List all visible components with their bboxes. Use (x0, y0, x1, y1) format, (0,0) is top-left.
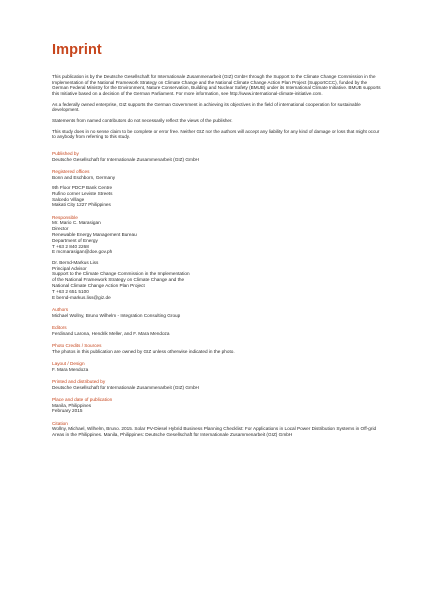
photo-credits-line: The photos in this publication are owned by GIZ unless otherwise indicated in the photo. (52, 348, 235, 354)
contact-email: E bernd-markus.liss@giz.de (52, 294, 111, 300)
photo-credits-section (52, 343, 382, 354)
citation-section (52, 421, 382, 438)
contact-phone: T +63 2 651 5100 (52, 288, 89, 294)
contact-line: National Climate Change Action Plan Project (52, 283, 145, 288)
page-title: Imprint (52, 42, 102, 58)
contact-phone: T +63 2 840 2268 (52, 243, 89, 249)
responsible-contact-doe (52, 220, 382, 255)
contact-line: Renewable Energy Management Bureau (52, 232, 137, 238)
contact-email: E mcmarasigan@doe.gov.ph (52, 249, 113, 255)
responsible-contact-giz (52, 260, 382, 301)
contact-line: Support to the Climate Change Commission in the Implementation (52, 271, 190, 277)
published-by-line: Deutsche Gesellschaft für Internationale Zusammenarbeit (GIZ) GmbH (52, 156, 199, 162)
date-line: February 2015 (52, 408, 83, 414)
contact-name: Mr. Mario C. Marasigan (52, 220, 101, 226)
responsible-section (52, 215, 382, 301)
office-line: Salcedo Village (52, 196, 85, 202)
citation-text: Wollny, Michael, Wilhelm, Bruno. 2015. Solar PV-Diesel Hybrid Business Planning Checklist: For Applications in Local Power Distribution Systems in Off-grid Areas in the Philippines. Manila, Philippines: Deutsche Gesellschaft für Internationale Zusammenarbeit (GIZ) GmbH (52, 426, 377, 438)
office-block-germany (52, 175, 382, 181)
editors-label: Editors (52, 324, 67, 330)
office-line: 9th Floor PDCP Bank Centre (52, 185, 113, 191)
citation-label: Citation (52, 420, 68, 426)
contact-line: Principal Advisor (52, 265, 87, 271)
registered-offices-section (52, 169, 382, 208)
editors-line: Ferdinand Larona, Hendrik Meller, and F. Mara Mendoza (52, 330, 170, 336)
printed-section (52, 379, 382, 390)
published-by-label: Published by (52, 151, 79, 157)
published-by-section (52, 151, 382, 162)
intro-paragraph: This publication is by the Deutsche Gesellschaft für Internationale Zusammenarbeit (GIZ) GmbH through the Support to the Climate Change Commission in the Implementation of the National Framework Strategy on Climate Change and the National Climate Change Action Plan Project (SupportCCC), funded by the German Federal Ministry for the Environment, Nature Conservation, Building and Nuclear Safety (BMUB) under its International Climate Initiative. BMUB supports this Initiative based on a decision of the German Parliament. For more information, see http://www.international-climate-initiative.com. (52, 74, 381, 96)
printed-line: Deutsche Gesellschaft für Internationale Zusammenarbeit (GIZ) GmbH (52, 384, 199, 390)
imprint-content (52, 42, 382, 444)
registered-offices-label: Registered offices (52, 169, 90, 175)
contact-line: Director (52, 226, 69, 232)
authors-label: Authors (52, 306, 69, 312)
layout-label: Layout / Design (52, 360, 85, 366)
contact-line: of the National Framework Strategy on Climate Change and the (52, 277, 185, 283)
office-line: Rufino corner Leviste Streets (52, 190, 113, 196)
office-block-manila (52, 185, 382, 208)
place-line: Manila, Philippines (52, 402, 92, 408)
disclaimer-paragraph: This study does in no sense claim to be complete or error free. Neither GIZ nor the authors will accept any liability for any kind of damage or loss that might occur to anybody from referring to this study. (52, 128, 380, 140)
place-date-section (52, 397, 382, 414)
editors-section (52, 325, 382, 336)
statements-paragraph: Statements from named contributors do not necessarily reflect the views of the publisher. (52, 117, 233, 123)
contact-line: Department of Energy (52, 237, 98, 243)
place-date-label: Place and date of publication (52, 396, 113, 402)
giz-paragraph: As a federally owned enterprise, GIZ supports the German Government in achieving its objectives in the field of international cooperation for sustainable development. (52, 101, 361, 113)
responsible-label: Responsible (52, 214, 78, 220)
authors-line: Michael Wollny, Bruno Wilhelm - Integration Consulting Group (52, 312, 181, 318)
layout-line: F. Mara Mendoza (52, 366, 89, 372)
contact-name: Dr. Bernd-Markus Liss (52, 259, 99, 265)
layout-section (52, 361, 382, 372)
office-line: Makati City 1227 Philippines (52, 202, 111, 208)
printed-label: Printed and distributed by (52, 378, 106, 384)
office-line: Bonn and Eschborn, Germany (52, 174, 116, 180)
photo-credits-label: Photo Credits / Sources (52, 342, 102, 348)
authors-section (52, 307, 382, 318)
